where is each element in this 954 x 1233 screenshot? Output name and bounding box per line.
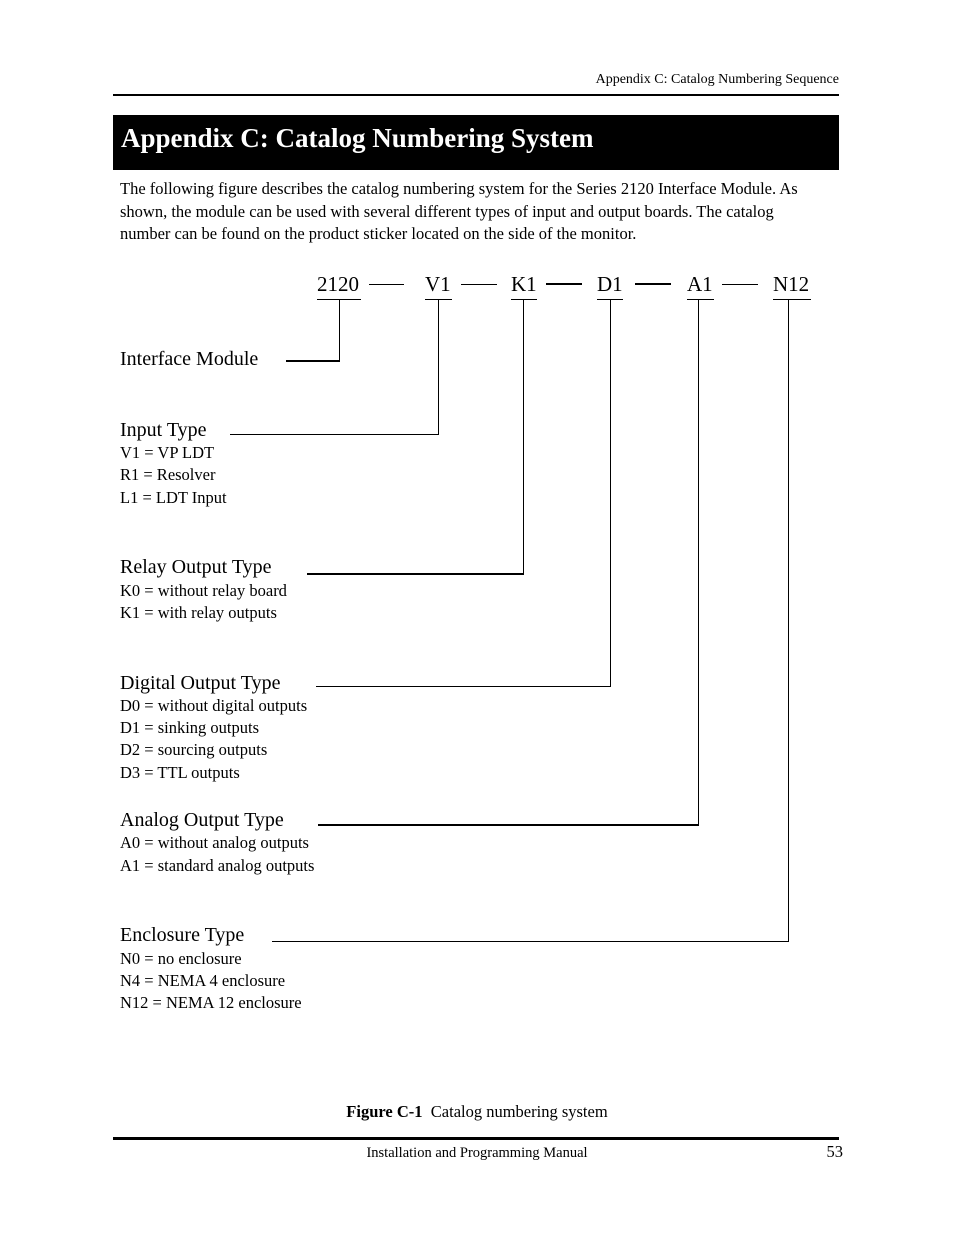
field-label-analog-output-type: Analog Output Type [120,809,284,831]
connector-horizontal [307,573,524,575]
code-series: 2120 [317,272,359,296]
option-item: D2 = sourcing outputs [120,740,268,759]
page-number: 53 [826,1142,843,1161]
code-relay: K1 [511,272,537,296]
code-separator [722,284,758,285]
page-title: Appendix C: Catalog Numbering System [121,123,594,153]
connector-vertical [523,299,524,574]
connector-vertical [788,299,789,942]
code-enclosure: N12 [773,272,810,296]
option-item: N12 = NEMA 12 enclosure [120,993,302,1012]
connector-horizontal [272,941,789,942]
connector-horizontal [316,686,611,687]
code-separator [461,284,497,285]
connector-vertical [610,299,611,687]
option-item: R1 = Resolver [120,465,216,484]
option-item: N0 = no enclosure [120,949,242,968]
connector-horizontal [230,434,439,435]
figure-number: Figure C-1 [346,1102,423,1121]
figure-caption-text: Catalog numbering system [430,1102,608,1121]
option-item: V1 = VP LDT [120,443,215,462]
code-separator [546,283,582,285]
code-underline [511,299,537,300]
code-separator [635,283,671,285]
connector-horizontal [318,824,699,826]
code-input: V1 [425,272,451,296]
field-label-input-type: Input Type [120,419,207,441]
option-item: D0 = without digital outputs [120,696,308,715]
connector-horizontal [286,360,340,362]
option-item: L1 = LDT Input [120,488,227,507]
intro-paragraph: The following figure describes the catalog numbering system for the Series 2120 Interface Module. As shown, the module can be used with several different types of input and output boards. The catalog number can be found on the product sticker located on the side of the monitor. [120,179,798,243]
code-underline [773,299,811,300]
option-item: K0 = without relay board [120,581,287,600]
code-digital: D1 [597,272,623,296]
code-underline [687,299,714,300]
field-label-enclosure-type: Enclosure Type [120,924,245,946]
field-label-relay-output-type: Relay Output Type [120,556,272,578]
footer-rule [113,1137,839,1140]
option-item: A1 = standard analog outputs [120,856,315,875]
option-item: D3 = TTL outputs [120,763,240,782]
option-item: N4 = NEMA 4 enclosure [120,971,286,990]
footer-manual-title: Installation and Programming Manual [366,1145,588,1161]
figure-caption [0,1102,954,1122]
option-item: A0 = without analog outputs [120,833,309,852]
running-header: Appendix C: Catalog Numbering Sequence [595,72,839,87]
connector-vertical [698,299,699,825]
field-label-digital-output-type: Digital Output Type [120,672,281,694]
code-analog: A1 [687,272,713,296]
header-rule [113,94,839,96]
field-label-interface-module: Interface Module [120,348,259,370]
code-separator [369,284,404,285]
option-item: D1 = sinking outputs [120,718,260,737]
option-item: K1 = with relay outputs [120,603,277,622]
connector-vertical [339,299,340,361]
connector-vertical [438,299,439,435]
